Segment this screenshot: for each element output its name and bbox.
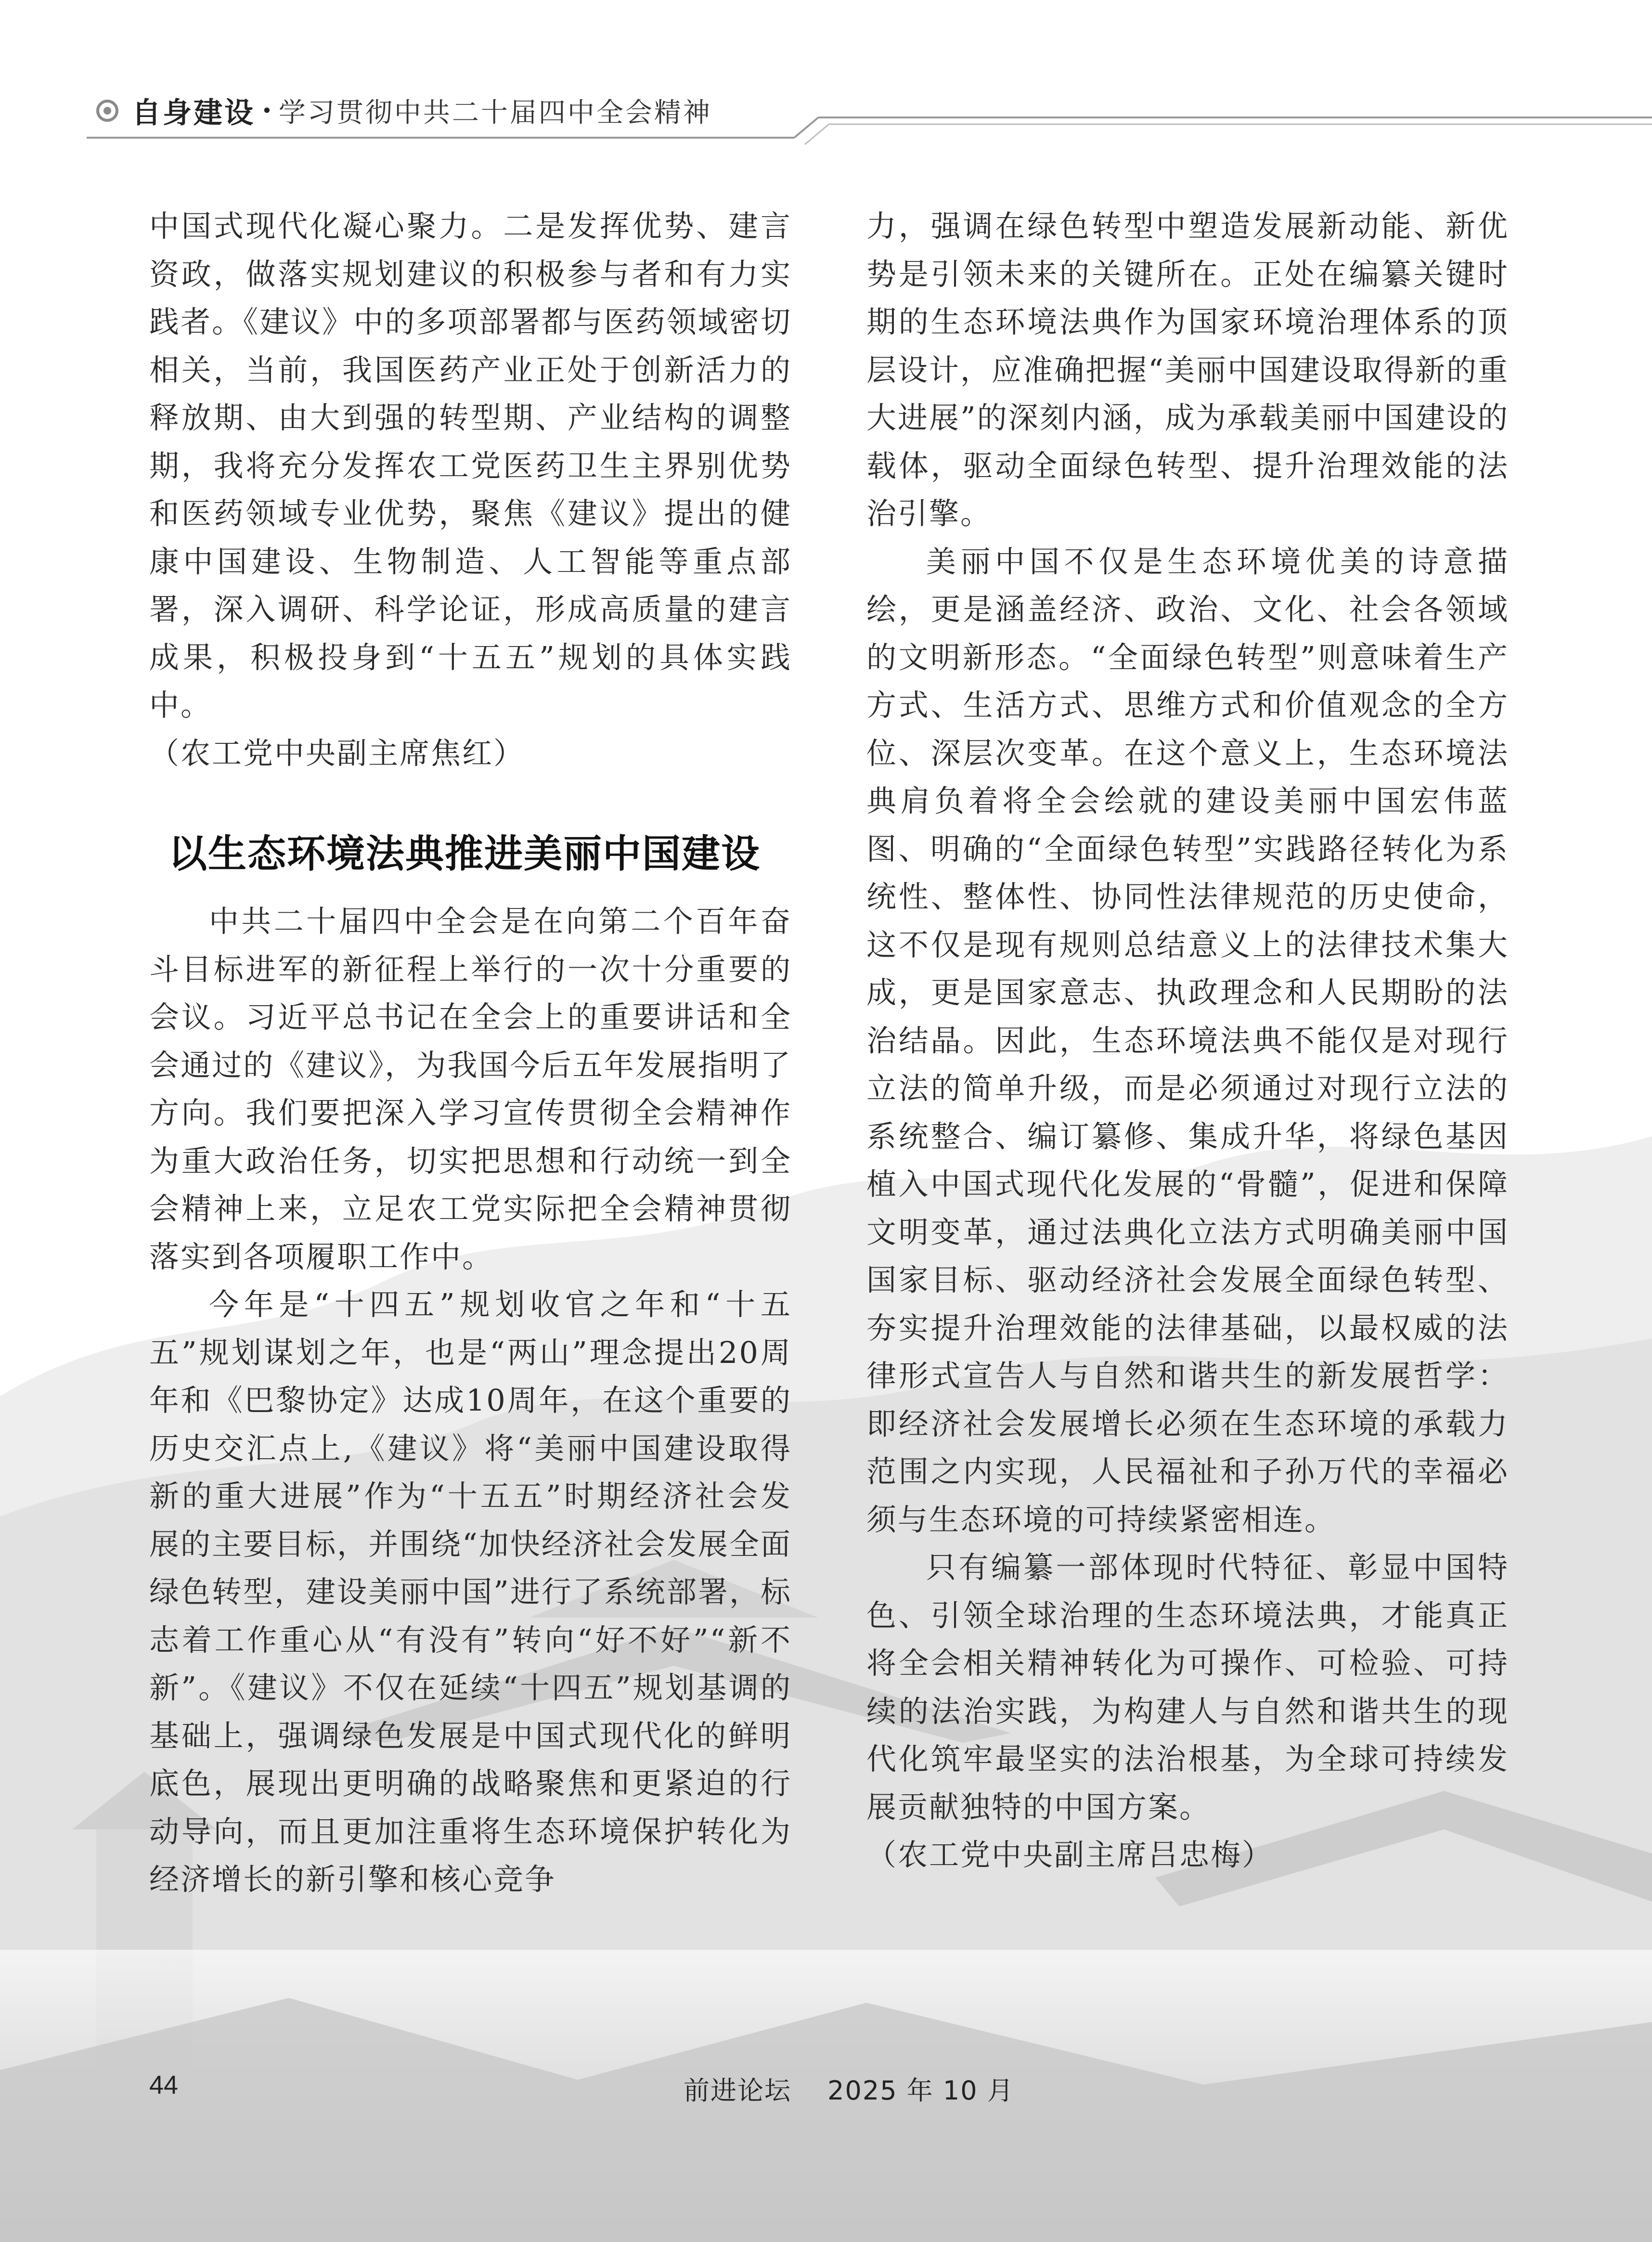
body-paragraph: 今年是“十四五”规划收官之年和“十五五”规划谋划之年，也是“两山”理念提出20周年和《巴黎协定》达成10周年，在这个重要的历史交汇点上,《建议》将“美丽中国建设取得新的重大进展”作为“十五五”时期经济社会发展的主要目标，并围绕“加快经济社会发展全面绿色转型，建设美丽中国”进行了系统部署，标志着工作重心从“有没有”转向“好不好”“新不新”。《建议》不仅在延续“十四五”规划基调的基础上，强调绿色发展是中国式现代化的鲜明底色，展现出更明确的战略聚焦和更紧迫的行动导向，而且更加注重将生态环境保护转化为经济增长的新引擎和核心竞争 xyxy=(149,1287,792,1897)
body-paragraph: 中国式现代化凝心聚力。二是发挥优势、建言资政，做落实规划建议的积极参与者和有力实践者。《建议》中的多项部署都与医药领域密切相关，当前，我国医药产业正处于创新活力的释放期、由大到强的转型期、产业结构的调整期，我将充分发挥农工党医药卫生主界别优势和医药领域专业优势，聚焦《建议》提出的健康中国建设、生物制造、人工智能等重点部署，深入调研、科学论证，形成高质量的建言成果，积极投身到“十五五”规划的具体实践中。 xyxy=(149,208,792,723)
article-title: 以生态环境法典推进美丽中国建设 xyxy=(168,831,761,876)
left-column xyxy=(149,202,792,1904)
header-rule xyxy=(0,0,1652,159)
body-paragraph: 力，强调在绿色转型中塑造发展新动能、新优势是引领未来的关键所在。正处在编纂关键时期的生态环境法典作为国家环境治理体系的顶层设计，应准确把握“美丽中国建设取得新的重大进展”的深刻内涵，成为承载美丽中国建设的载体，驱动全面绿色转型、提升治理效能的法治引擎。 xyxy=(866,208,1509,531)
header-separator: · xyxy=(262,94,272,128)
section-name: 自身建设 xyxy=(132,96,255,130)
body-paragraph: 中共二十届四中全会是在向第二个百年奋斗目标进军的新征程上举行的一次十分重要的会议。习近平总书记在全会上的重要讲话和全会通过的《建议》，为我国今后五年发展指明了方向。我们要把深入学习宣传贯彻全会精神作为重大政治任务，切实把思想和行动统一到全会精神上来，立足农工党实际把全会精神贯彻落实到各项履职工作中。 xyxy=(149,904,792,1274)
page-number: 44 xyxy=(149,2071,179,2099)
right-column xyxy=(866,202,1509,1879)
page-footer xyxy=(149,2070,1593,2109)
body-paragraph: 美丽中国不仅是生态环境优美的诗意描绘，更是涵盖经济、政治、文化、社会各领域的文明新形态。“全面绿色转型”则意味着生产方式、生活方式、思维方式和价值观念的全方位、深层次变革。在这个意义上，生态环境法典肩负着将全会绘就的建设美丽中国宏伟蓝图、明确的“全面绿色转型”实践路径转化为系统性、整体性、协同性法律规范的历史使命，这不仅是现有规则总结意义上的法律技术集大成，更是国家意志、执政理念和人民期盼的法治结晶。因此，生态环境法典不能仅是对现行立法的简单升级，而是必须通过对现行立法的系统整合、编订纂修、集成升华，将绿色基因植入中国式现代化发展的“骨髓”，促进和保障文明变革，通过法典化立法方式明确美丽中国国家目标、驱动经济社会发展全面绿色转型、夯实提升治理效能的法律基础，以最权威的法律形式宣告人与自然和谐共生的新发展哲学：即经济社会发展增长必须在生态环境的承载力范围之内实现，人民福祉和子孙万代的幸福必须与生态环境的可持续紧密相连。 xyxy=(866,544,1509,1537)
running-header xyxy=(96,91,712,130)
author-signature: （农工党中央副主席焦红） xyxy=(149,735,525,771)
section-topic: 学习贯彻中共二十届四中全会精神 xyxy=(278,97,712,129)
magazine-issue: 前进论坛 2025 年 10 月 xyxy=(684,2075,1014,2106)
body-paragraph: 只有编纂一部体现时代特征、彰显中国特色、引领全球治理的生态环境法典，才能真正将全会相关精神转化为可操作、可检验、可持续的法治实践，为构建人与自然和谐共生的现代化筑牢最坚实的法治根基，为全球可持续发展贡献独特的中国方案。 xyxy=(866,1550,1509,1825)
author-signature: （农工党中央副主席吕忠梅） xyxy=(866,1837,1274,1872)
circle-bullet-icon xyxy=(96,100,118,122)
